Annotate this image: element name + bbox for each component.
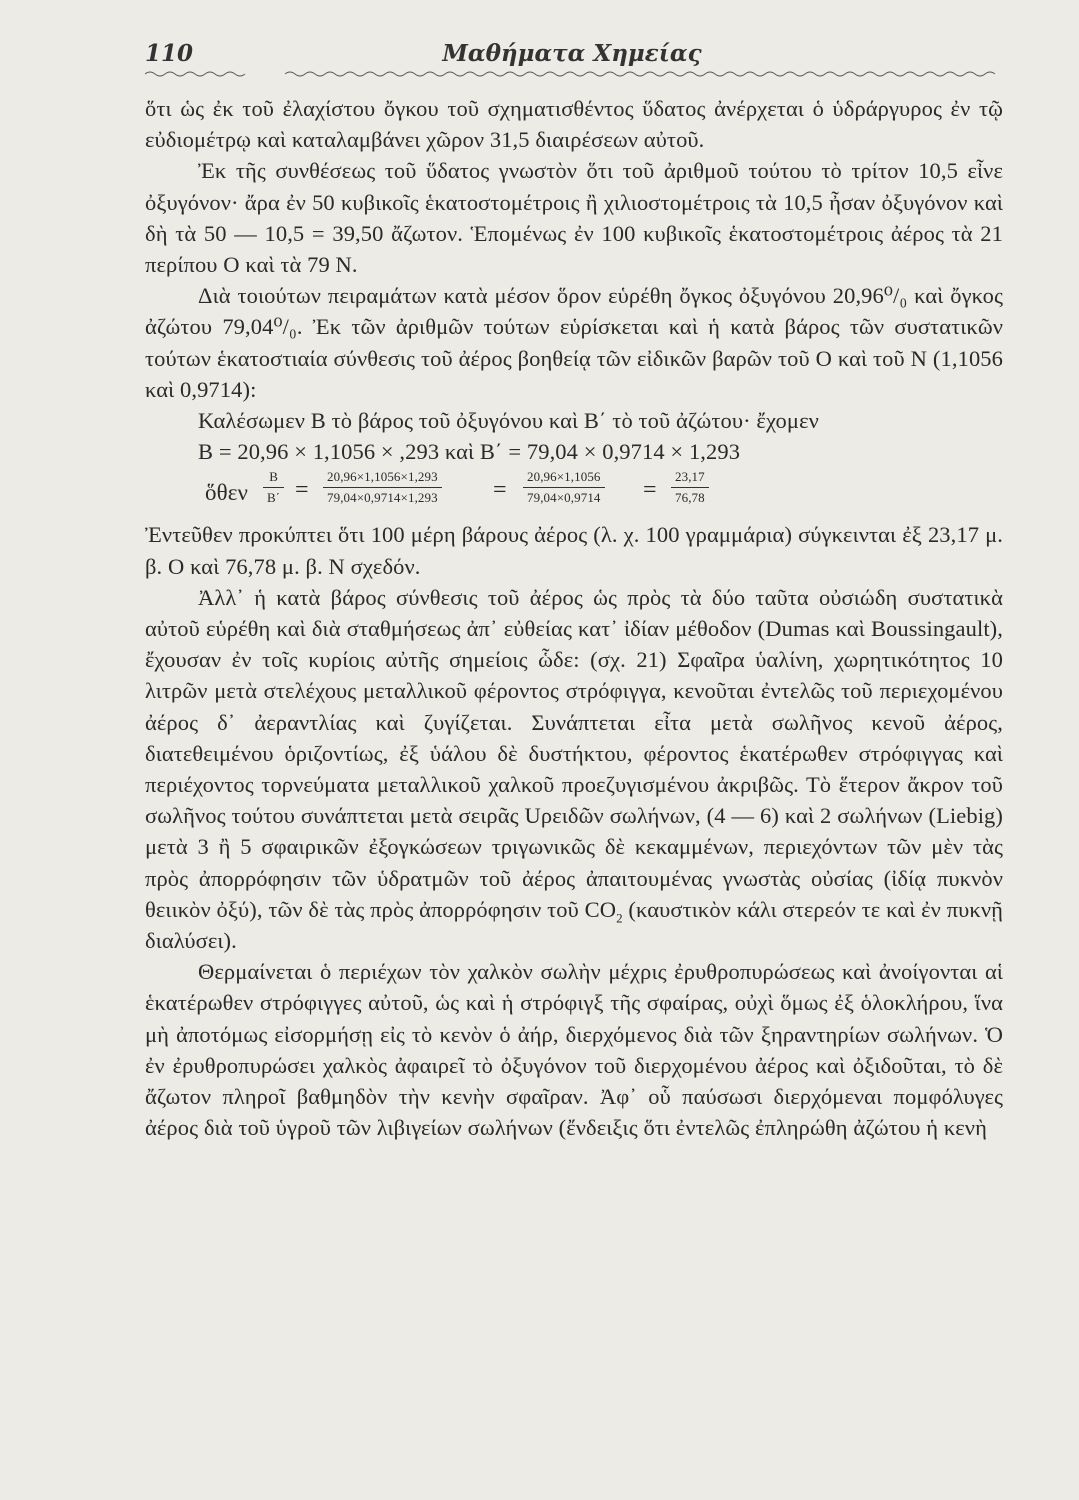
page-number: 110 bbox=[145, 40, 194, 67]
subscript: 2 bbox=[616, 910, 623, 926]
denominator: 79,04×0,9714×1,293 bbox=[327, 490, 438, 506]
fraction bbox=[323, 467, 442, 508]
page-header bbox=[145, 38, 999, 72]
paragraph bbox=[145, 582, 1003, 956]
denominator: Β΄ bbox=[267, 490, 281, 506]
ratio-formula bbox=[145, 467, 1003, 519]
percent-sign: ⁰/₀ bbox=[273, 314, 297, 340]
text-run: Διὰ τοιούτων πειραμάτων κατὰ μέσον ὅρον εὑρέθη ὄγκος ὀξυγόνου 20,96 bbox=[198, 283, 884, 309]
header-wavy-rule bbox=[145, 70, 1000, 78]
text-run: (καυστικὸν κάλι στερεόν τε καὶ ἐν πυκνῇ διαλύσει). bbox=[145, 896, 1003, 954]
fraction bbox=[263, 467, 284, 508]
text-run: καὶ ὄγκος ἀζώτου 79,04 bbox=[145, 283, 1003, 340]
text-run: Ἀλλ᾽ ἡ κατὰ βάρος σύνθεσις τοῦ ἀέρος ὡς πρὸς τὰ δύο ταῦτα οὐσιώδη συστατικὰ αὐτοῦ εὑρέθη καὶ διὰ σταθμήσεως ἀπ᾽ εὐθείας κατ᾽ ἰδίαν μέθοδον (Dumas καὶ Boussingault), ἔχουσαν ἐν τοῖς κυρίοις αὐτῆς σημείοις ὧδε: (σχ. 21) Σφαῖρα ὑαλίνη, χωρητικότητος 10 λιτρῶν μετὰ στελέχους μεταλλικοῦ φέροντος στρόφιγγα, κενοῦται ἐντελῶς τοῦ περιεχομένου ἀέρος δ᾽ ἀεραντλίας καὶ ζυγίζεται. Συνάπτεται εἶτα μετὰ σωλῆνος κενοῦ ἀέρος, διατεθειμένου ὁριζοντίως, ἐξ ὑάλου δὲ δυστήκτου, φέροντος ἑκατέρωθεν στρόφιγγας καὶ περιέχοντος τορνεύματα μεταλλικοῦ χαλκοῦ προεζυγισμένου ἀκριβῶς. Τὸ ἕτερον ἄκρον τοῦ σωλῆνος τούτου συνάπτεται μετὰ σειρᾶς Uρειδῶν σωλήνων, (4 — 6) καὶ 2 σωλήνων (Liebig) μετὰ 3 ἢ 5 σφαιρικῶν ἐξογκώσεων τριγωνικῶς δὲ κεκαμμένων, περιεχόντων τῶν μὲν τὰς πρὸς ἀπορρόφησιν τῶν ὑδρατμῶν τοῦ ἀέρος ἀπαιτουμένας γνωστὰς οὐσίας (ἰδίᾳ πυκνὸν θειικὸν ὀξύ), τῶν δὲ τὰς πρὸς ἀπορρόφησιν τοῦ CO bbox=[145, 584, 1003, 922]
text-run: . Ἐκ τῶν ἀριθμῶν τούτων εὑρίσκεται καὶ ἡ κατὰ βάρος τῶν συστατικῶν τούτων ἑκατοστιαία σύνθεσις τοῦ ἀέρος βοηθείᾳ τῶν εἰδικῶν βαρῶν τοῦ Ο καὶ τοῦ Ν (1,1056 καὶ 0,9714): bbox=[145, 314, 1003, 402]
fraction bbox=[671, 467, 709, 508]
denominator: 76,78 bbox=[675, 490, 705, 506]
numerator: 20,96×1,1056 bbox=[523, 467, 605, 488]
equals-sign: = bbox=[295, 477, 309, 504]
running-title: Μαθήματα Χημείας bbox=[442, 40, 702, 67]
paragraph: Ἐντεῦθεν προκύπτει ὅτι 100 μέρη βάρους ἀέρος (λ. χ. 100 γραμμάρια) σύγκεινται ἐξ 23,17 μ. β. Ο καὶ 76,78 μ. β. Ν σχεδόν. bbox=[145, 522, 1003, 579]
numerator: 20,96×1,1056×1,293 bbox=[323, 467, 442, 488]
percent-sign: ⁰/₀ bbox=[883, 283, 908, 309]
equals-sign: = bbox=[643, 477, 657, 504]
formula-lead-word: ὅθεν bbox=[205, 480, 248, 506]
paragraph bbox=[145, 280, 1003, 405]
paragraph: Θερμαίνεται ὁ περιέχων τὸν χαλκὸν σωλὴν μέχρις ἐρυθροπυρώσεως καὶ ἀνοίγονται αἱ ἑκατέρωθεν στρόφιγγες αὐτοῦ, ὡς καὶ ἡ στρόφιγξ τῆς σφαίρας, οὐχὶ ὅμως ἐξ ὁλοκλήρου, ἵνα μὴ ἀποτόμως εἰσορμήσῃ εἰς τὸ κενὸν ὁ ἀήρ, διερχόμενος διὰ τῶν ξηραντηρίων σωλήνων. Ὁ ἐν ἐρυθροπυρώσει χαλκὸς ἀφαιρεῖ τὸ ὀξυγόνον τοῦ διερχομένου ἀέρος καὶ ὀξιδοῦται, τὸ δὲ ἄζωτον πληροῖ βαθμηδὸν τὴν κενὴν σφαῖραν. Ἀφ᾽ οὗ παύσωσι διερχόμεναι πομφόλυγες ἀέρος διὰ τοῦ ὑγροῦ τῶν λιβιγείων σωλήνων (ἔνδειξις ὅτι ἐντελῶς ἐπληρώθη ἀζώτου ἡ κενὴ bbox=[145, 959, 1003, 1141]
equals-sign: = bbox=[493, 477, 507, 504]
numerator: 23,17 bbox=[671, 467, 709, 488]
equation-line: Β = 20,96 × 1,1056 × ,293 καὶ Β΄ = 79,04 × 0,9714 × 1,293 bbox=[198, 439, 741, 465]
paragraph: Ἐκ τῆς συνθέσεως τοῦ ὕδατος γνωστὸν ὅτι τοῦ ἀριθμοῦ τούτου τὸ τρίτον 10,5 εἶνε ὀξυγόνον· ἄρα ἐν 50 κυβικοῖς ἑκατοστομέτροις ἢ χιλιοστομέτροις τὰ 10,5 ἦσαν ὀξυγόνον καὶ δὴ τὰ 50 — 10,5 = 39,50 ἄζωτον. Ἑπομένως ἐν 100 κυβικοῖς ἑκατοστομέτροις ἀέρος τὰ 21 περίπου Ο καὶ τὰ 79 Ν. bbox=[145, 158, 1003, 278]
body-text bbox=[145, 93, 1003, 1144]
denominator: 79,04×0,9714 bbox=[527, 490, 601, 506]
numerator: Β bbox=[263, 467, 284, 488]
paragraph: Καλέσωμεν Β τὸ βάρος τοῦ ὀξυγόνου καὶ Β΄ τὸ τοῦ ἀζώτου· ἔχομεν bbox=[198, 408, 819, 434]
paragraph: ὅτι ὡς ἐκ τοῦ ἐλαχίστου ὄγκου τοῦ σχηματισθέντος ὕδατος ἀνέρχεται ὁ ὑδράργυρος ἐν τῷ εὐδιομέτρῳ καὶ καταλαμβάνει χῶρον 31,5 διαιρέσεων αὐτοῦ. bbox=[145, 96, 1003, 153]
fraction bbox=[523, 467, 605, 508]
